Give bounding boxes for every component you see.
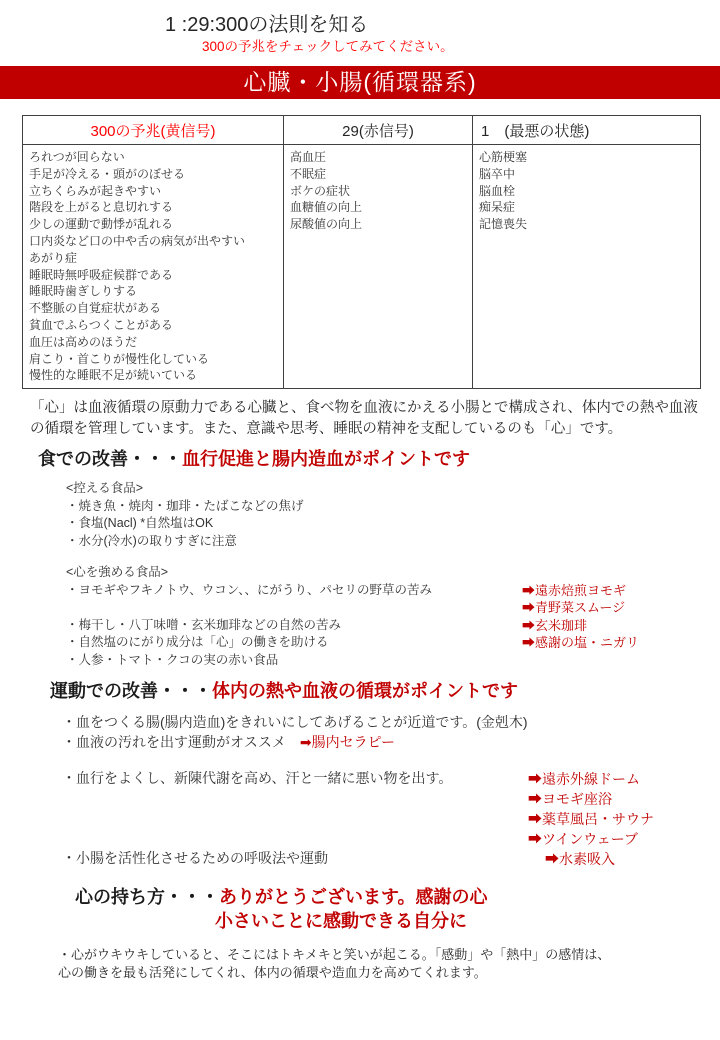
list-item: ・水分(冷水)の取りすぎに注意: [66, 533, 237, 548]
list-item: ・血をつくる腸(腸内造血)をきれいにしてあげることが近道です。(金剋木): [62, 714, 528, 731]
remedy-arrow-item: ➡水素吸入: [545, 851, 615, 868]
food-section-heading: [38, 448, 720, 471]
list-item: [62, 733, 720, 753]
red-signals-cell: [284, 145, 473, 389]
list-item: [66, 599, 720, 617]
paragraph-line: ・心がウキウキしていると、そこにはトキメキと笑いが起こる。「感動」や「熱中」の感情は、: [58, 947, 611, 963]
section-banner: 心臓・小腸(循環器系): [0, 66, 720, 99]
strengthen-foods-list: [66, 564, 720, 669]
signals-table: [22, 115, 701, 389]
food-item-text: ・ヨモギやフキノトウ、ウコン、、にがうり、パセリの野草の苦み: [66, 582, 433, 597]
worst-state-cell: [473, 145, 701, 389]
exercise-item-text: ・血液の汚れを出す運動がオススメ: [62, 733, 286, 750]
mind-heading-line1: [75, 885, 720, 909]
signal-item: 脳卒中: [479, 166, 516, 181]
remedy-arrow-item: ➡遠赤焙煎ヨモギ: [522, 582, 627, 598]
remedy-arrow-item: ➡青野菜スムージ: [522, 600, 626, 616]
food-heading-black: 食での改善・・・: [38, 449, 182, 470]
table-header-row: [23, 116, 701, 145]
paragraph-line: 心の働きを最も活発にしてくれ、体内の循環や造血力を高めてくれます。: [58, 965, 487, 981]
signal-item: 脳血栓: [479, 183, 516, 198]
mind-heading-red2: 小さいことに感動できる自分に: [215, 911, 467, 932]
signal-item: 階段を上がると息切れする: [29, 200, 174, 215]
signal-item: 血圧は高めのほうだ: [29, 334, 138, 349]
remedy-arrow-item: ➡薬草風呂・サウナ: [528, 811, 654, 828]
column-header-worst-state: 1 (最悪の状態): [473, 116, 701, 145]
remedy-arrow-item: ➡腸内セラピー: [299, 733, 396, 750]
exercise-list: [62, 713, 720, 869]
list-item: [62, 849, 720, 869]
mind-paragraph: [58, 946, 680, 982]
food-item-text: ・梅干し・八丁味噌・玄米珈琲などの自然の苦み: [66, 617, 342, 632]
remedy-arrow-item: ➡ヨモギ座浴: [528, 791, 612, 808]
signal-item: 貧血でふらつくことがある: [29, 317, 173, 332]
signal-item: 痴呆症: [479, 200, 516, 215]
signal-item: 立ちくらみが起きやすい: [29, 183, 162, 198]
remedy-arrow-item: ➡遠赤外線ドーム: [528, 771, 640, 788]
avoid-foods-title: <控える食品>: [66, 481, 144, 496]
table-body-row: [23, 145, 701, 389]
avoid-foods-list: [66, 480, 720, 550]
intro-paragraph: 「心」は血液循環の原動力である心臓と、食べ物を血液にかえる小腸とで構成され、体内での熱や血液の循環を管理しています。また、意識や思考、睡眠の精神を支配しているのも「心」です。: [30, 400, 698, 438]
list-item: [66, 617, 720, 635]
signal-item: 高血圧: [290, 150, 327, 164]
list-item: ・食塩(Nacl) *自然塩はOK: [66, 516, 214, 531]
list-item: ・焼き魚・焼肉・珈琲・たばこなどの焦げ: [66, 498, 304, 513]
signal-item: 睡眠時歯ぎしりする: [29, 284, 138, 299]
mind-section-heading: [75, 885, 720, 933]
strengthen-foods-title: <心を強める食品>: [66, 565, 169, 580]
exercise-item-text: ・小腸を活性化させるための呼吸法や運動: [62, 850, 328, 867]
food-item-text: ・自然塩のにがり成分は「心」の働きを助ける: [66, 635, 329, 650]
signal-item: 記憶喪失: [479, 217, 528, 232]
exercise-item-text: ・血行をよくし、新陳代謝を高め、汗と一緒に悪い物を出す。: [62, 770, 453, 787]
mind-heading-red1: ありがとうございます。感謝の心: [219, 887, 488, 908]
remedy-arrow-item: ➡玄米珈琲: [522, 617, 588, 633]
yellow-signals-cell: [23, 145, 284, 389]
list-item: [62, 769, 720, 789]
list-item: [66, 582, 720, 600]
remedy-arrow-item: ➡ツインウェーブ: [528, 831, 639, 848]
mind-heading-black: 心の持ち方・・・: [75, 887, 219, 908]
signal-item: あがり症: [29, 250, 78, 265]
signal-item: 口内炎など口の中や舌の病気が出やすい: [29, 233, 246, 248]
signal-item: 不眠症: [290, 166, 327, 181]
food-item-text: ・人参・トマト・クコの実の赤い食品: [66, 652, 279, 667]
signal-item: ボケの症状: [290, 183, 351, 198]
page-title: 1 :29:300の法則を知る: [165, 14, 369, 36]
exercise-heading-red: 体内の熱や血液の循環がポイントです: [212, 681, 518, 702]
food-heading-red: 血行促進と腸内造血がポイントです: [182, 449, 470, 470]
signal-item: 手足が冷える・頭がのぼせる: [29, 166, 186, 181]
page-subtitle: 300の予兆をチェックしてみてください。: [202, 39, 454, 54]
column-header-red-signals: 29(赤信号): [284, 116, 473, 145]
signal-item: 睡眠時無呼吸症候群である: [29, 267, 174, 282]
signal-item: 血糖値の向上: [290, 200, 363, 215]
signal-item: 肩こり・首こりが慢性化している: [29, 351, 210, 366]
list-item: [66, 652, 720, 670]
food-item-text: [66, 599, 522, 617]
exercise-heading-black: 運動での改善・・・: [50, 681, 212, 702]
remedy-arrow-item: ➡感謝の塩・ニガリ: [522, 635, 640, 651]
signal-item: 尿酸値の向上: [290, 217, 363, 232]
signal-item: 少しの運動で動悸が乱れる: [29, 217, 174, 232]
list-item: [66, 634, 720, 652]
signal-item: ろれつが回らない: [29, 150, 125, 164]
signal-item: 慢性的な睡眠不足が続いている: [29, 368, 198, 383]
column-header-yellow-signals: 300の予兆(黄信号): [23, 116, 284, 145]
signal-item: 不整脈の自覚症状がある: [29, 301, 162, 316]
signal-item: 心筋梗塞: [479, 150, 528, 164]
exercise-section-heading: [50, 680, 720, 703]
